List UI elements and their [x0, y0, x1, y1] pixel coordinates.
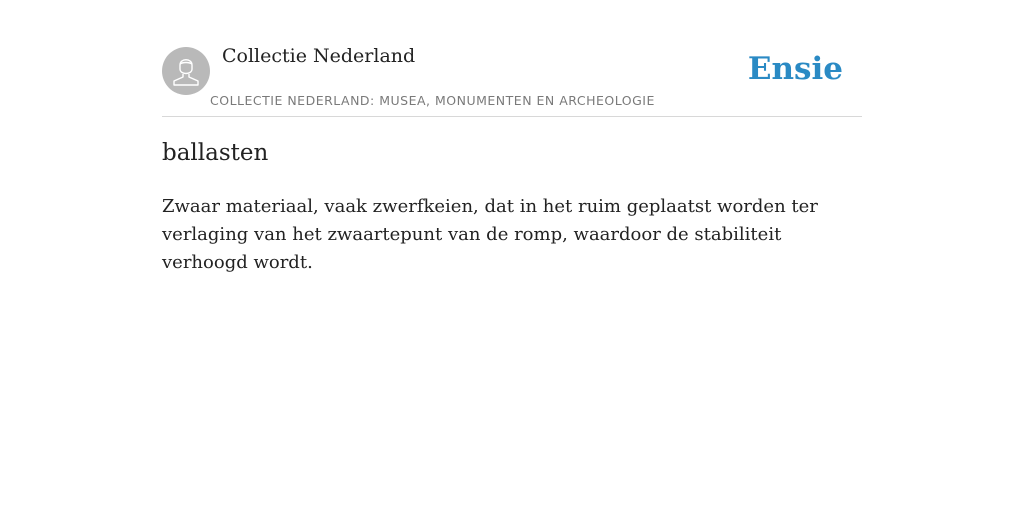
entry-definition: Zwaar materiaal, vaak zwerfkeien, dat in het ruim geplaatst worden ter verlaging van het zwaartepunt van de romp, waardoor de stabiliteit verhoogd wordt. — [162, 196, 818, 273]
brand-logo[interactable]: Ensie — [747, 51, 843, 87]
entry-header — [162, 40, 862, 117]
user-icon — [162, 47, 210, 95]
avatar[interactable] — [162, 47, 210, 95]
entry-term: ballasten — [162, 140, 269, 166]
source-label[interactable]: COLLECTIE NEDERLAND: MUSEA, MONUMENTEN EN ARCHEOLOGIE — [210, 93, 655, 108]
author-name[interactable]: Collectie Nederland — [222, 45, 416, 67]
